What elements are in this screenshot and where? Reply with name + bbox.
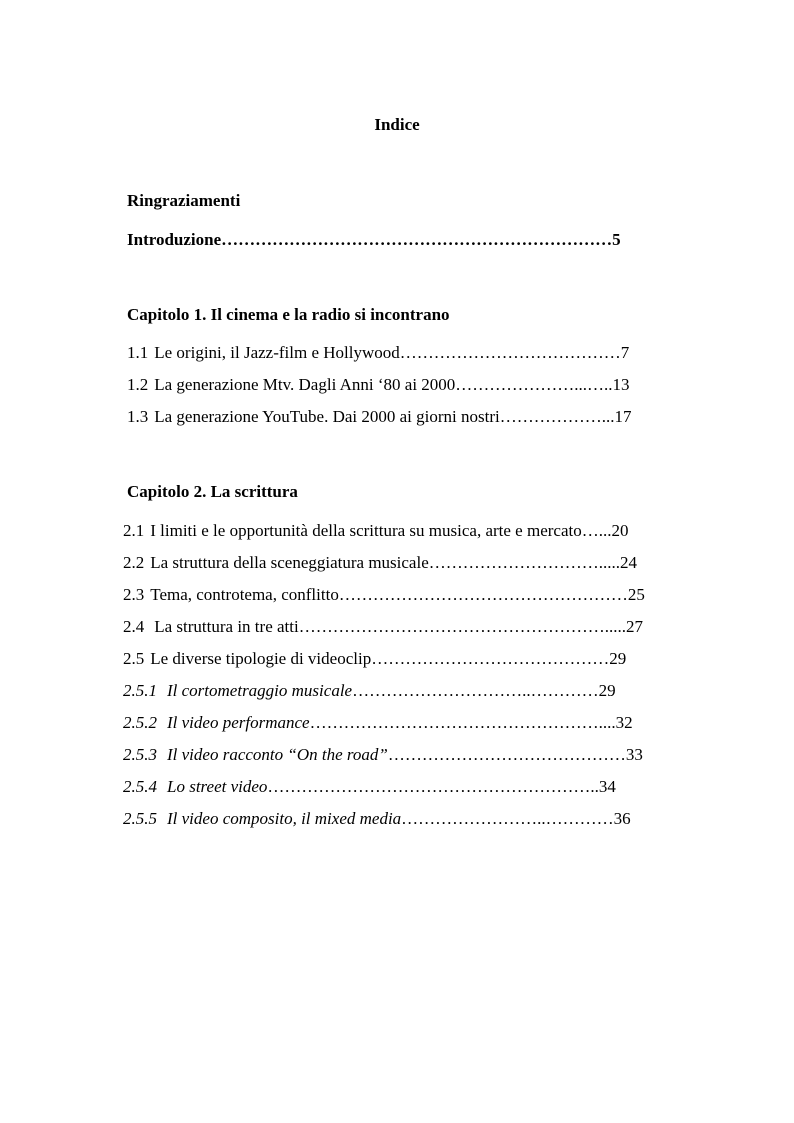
toc-entry-text: I limiti e le opportunità della scrittura su musica, arte e mercato…...20 <box>150 521 629 540</box>
chapter2-heading: Capitolo 2. La scrittura <box>127 482 298 501</box>
toc-subentry-leader: ……………………………………33 <box>387 745 643 764</box>
toc-entry-text: La generazione YouTube. Dai 2000 ai giorni nostri………………...17 <box>154 407 632 426</box>
toc-entry-number: 2.3 <box>123 585 145 604</box>
toc-entry-2-5 <box>123 649 626 669</box>
toc-entry-1-2 <box>127 375 630 395</box>
toc-entry-text: Tema, controtema, conflitto……………………………………………25 <box>150 585 645 604</box>
toc-entry-text: Le diverse tipologie di videoclip……………………………………29 <box>150 649 627 668</box>
toc-entry-2-4 <box>123 617 643 637</box>
toc-entry-number: 1.1 <box>127 343 149 362</box>
toc-entry-text: La generazione Mtv. Dagli Anni ‘80 ai 2000…………………...…..13 <box>154 375 630 394</box>
toc-subentry-text: Il cortometraggio musicale <box>167 681 353 700</box>
toc-entry-number: 1.2 <box>127 375 149 394</box>
toc-entry-2-3 <box>123 585 645 605</box>
toc-entry-number: 2.4 <box>123 617 145 636</box>
toc-entry-1-3 <box>127 407 631 427</box>
toc-ringraziamenti: Ringraziamenti <box>127 191 241 210</box>
toc-entry-number: 2.2 <box>123 553 145 572</box>
toc-entry-text: La struttura in tre atti……………………………………………….....27 <box>154 617 643 636</box>
toc-entry-2-2 <box>123 553 637 573</box>
toc-entry-text: Le origini, il Jazz-film e Hollywood…………………………………7 <box>154 343 630 362</box>
chapter1-heading: Capitolo 1. Il cinema e la radio si incontrano <box>127 305 450 324</box>
toc-entry-number: 2.5 <box>123 649 145 668</box>
toc-subentry-2-5-2 <box>123 713 633 733</box>
page-title: Indice <box>374 115 420 134</box>
toc-subentry-text: Il video composito, il mixed media <box>167 809 402 828</box>
toc-subentry-text: Lo street video <box>167 777 268 796</box>
toc-subentry-number: 2.5.3 <box>123 745 157 764</box>
toc-subentry-number: 2.5.2 <box>123 713 157 732</box>
toc-entry-2-1 <box>123 521 628 541</box>
toc-introduzione: Introduzione……………………………………………………………5 <box>127 230 621 249</box>
toc-subentry-leader: ……………………..…………36 <box>401 809 631 828</box>
toc-subentry-text: Il video performance <box>167 713 310 732</box>
toc-subentry-2-5-1 <box>123 681 616 701</box>
toc-subentry-leader: …………………………..…………29 <box>352 681 616 700</box>
toc-subentry-leader: …………………………………………………..34 <box>267 777 616 796</box>
toc-subentry-leader: ……………………………………………....32 <box>309 713 633 732</box>
toc-subentry-2-5-5 <box>123 809 631 829</box>
toc-entry-text: La struttura della sceneggiatura musicale………………………….....24 <box>150 553 637 572</box>
toc-subentry-number: 2.5.5 <box>123 809 157 828</box>
toc-subentry-text: Il video racconto “On the road” <box>167 745 388 764</box>
toc-entry-1-1 <box>127 343 629 363</box>
toc-subentry-number: 2.5.1 <box>123 681 157 700</box>
toc-entry-number: 1.3 <box>127 407 149 426</box>
toc-subentry-number: 2.5.4 <box>123 777 157 796</box>
toc-subentry-2-5-3 <box>123 745 643 765</box>
toc-entry-number: 2.1 <box>123 521 145 540</box>
toc-subentry-2-5-4 <box>123 777 616 797</box>
